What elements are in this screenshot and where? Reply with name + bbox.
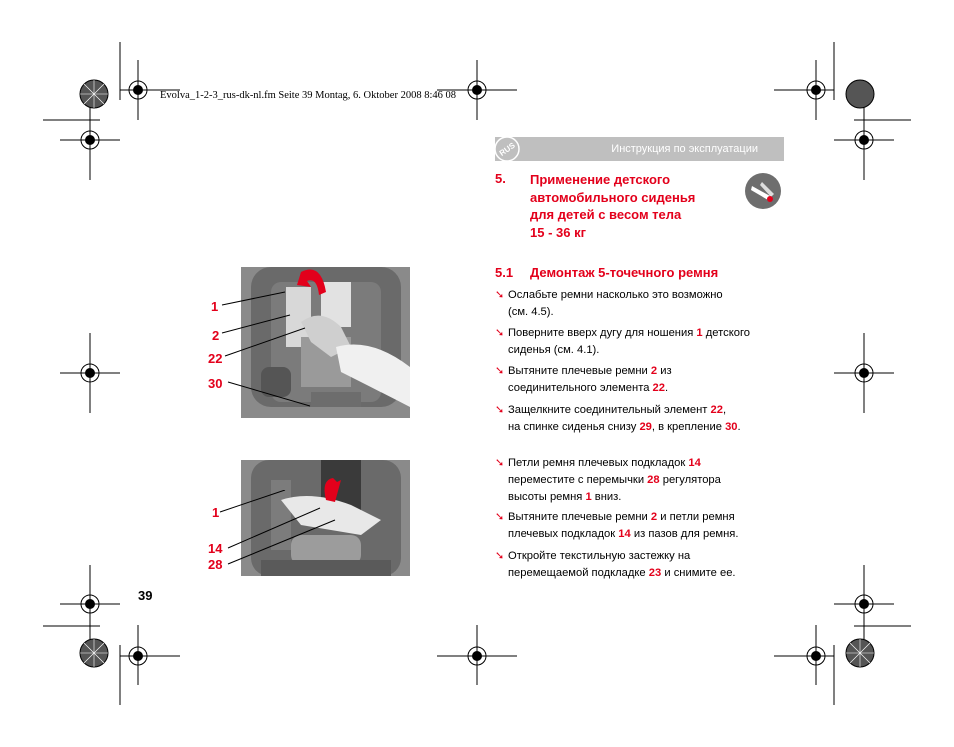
- figure-2-label: 28: [208, 557, 223, 572]
- instruction-item: [495, 548, 790, 582]
- arrow-bullet-icon: ➘: [495, 327, 505, 339]
- section-title-line: автомобильного сиденья: [530, 189, 696, 205]
- arrow-bullet-icon: ➘: [495, 550, 505, 562]
- instruction-item: [495, 402, 790, 436]
- figure-2-label: 1: [212, 505, 220, 520]
- figure-2-label: 14: [208, 541, 223, 556]
- subsection-title: Демонтаж 5-точечного ремня: [530, 265, 719, 280]
- section-bar: [495, 137, 784, 161]
- section-title-line: 15 - 36 кг: [530, 224, 587, 240]
- instruction-text: на спинке сиденья снизу 29, в крепление 30.: [508, 421, 741, 433]
- instruction-item: [495, 363, 790, 397]
- section-number: 5.: [495, 171, 506, 186]
- rus-badge-label: RUS: [497, 140, 517, 158]
- instruction-text: высоты ремня 1 вниз.: [508, 491, 622, 503]
- instruction-text: Петли ремня плечевых подкладок 14: [508, 457, 701, 469]
- instruction-text: переместите с перемычки 28 регулятора: [508, 474, 721, 486]
- arrow-bullet-icon: ➘: [495, 457, 505, 469]
- instruction-text: соединительного элемента 22.: [508, 382, 669, 394]
- instruction-text: (см. 4.5).: [508, 306, 554, 318]
- instruction-text: Откройте текстильную застежку на: [508, 550, 691, 562]
- instruction-text: Ослабьте ремни насколько это возможно: [508, 289, 723, 301]
- arrow-bullet-icon: ➘: [495, 365, 505, 377]
- figure-1-label: 22: [208, 351, 223, 366]
- figure-1-label: 30: [208, 376, 223, 391]
- instruction-item: [495, 455, 790, 506]
- figure-1-label: 1: [211, 299, 219, 314]
- section-title-line: Применение детского: [530, 172, 671, 187]
- instruction-item: [495, 287, 790, 321]
- instruction-text: Защелкните соединительный элемент 22,: [508, 404, 727, 416]
- page-number: 39: [138, 588, 153, 603]
- bar-title: Инструкция по эксплуатации: [611, 143, 758, 155]
- car-seat-icon: [744, 172, 782, 210]
- instruction-item: [495, 509, 790, 543]
- section-title-line: для детей с весом тела: [530, 207, 682, 222]
- file-header-line: Evolva_1-2-3_rus-dk-nl.fm Seite 39 Montag, 6. Oktober 2008 8:46 08: [160, 90, 456, 101]
- instruction-text: Вытяните плечевые ремни 2 и петли ремня: [508, 511, 735, 523]
- instruction-text: перемещаемой подкладке 23 и снимите ее.: [508, 567, 736, 579]
- instruction-text: плечевых подкладок 14 из пазов для ремня.: [508, 528, 739, 540]
- rus-language-badge-icon: [493, 135, 521, 163]
- instruction-item: [495, 325, 790, 359]
- arrow-bullet-icon: ➘: [495, 511, 505, 523]
- section-title: [530, 171, 740, 241]
- subsection-number: 5.1: [495, 265, 514, 280]
- arrow-bullet-icon: ➘: [495, 404, 505, 416]
- instruction-text: Поверните вверх дугу для ношения 1 детского: [508, 327, 751, 339]
- figure-1-label: 2: [212, 328, 220, 343]
- arrow-bullet-icon: ➘: [495, 289, 505, 301]
- instruction-text: сиденья (см. 4.1).: [508, 344, 600, 356]
- instruction-text: Вытяните плечевые ремни 2 из: [508, 365, 672, 377]
